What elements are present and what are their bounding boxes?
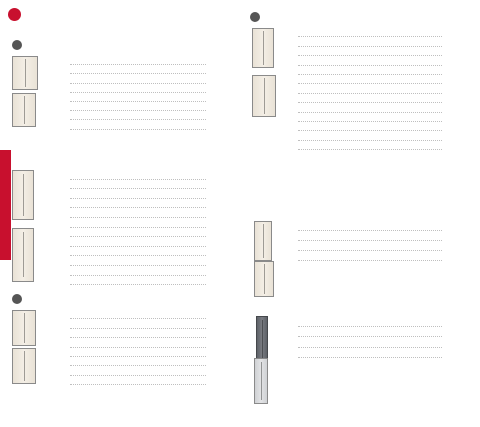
left1-row-divider — [70, 83, 206, 84]
cabinet-image — [12, 348, 36, 384]
cabinet-image — [12, 56, 38, 90]
right1-row-divider — [298, 83, 442, 84]
left3-row-divider — [70, 384, 206, 385]
cabinet-image — [252, 28, 274, 68]
left3-row-divider — [70, 365, 206, 366]
left2-row-divider — [70, 217, 206, 218]
left2-row-divider — [70, 227, 206, 228]
info-badge-icon — [12, 40, 22, 50]
left2-row-divider — [70, 198, 206, 199]
cabinet-image — [256, 316, 268, 364]
left3-row-divider — [70, 337, 206, 338]
left1-section-title — [8, 40, 22, 50]
left1-row-divider — [70, 92, 206, 93]
right2-row-divider — [298, 240, 442, 241]
right1-row-divider — [298, 121, 442, 122]
left1-row-divider — [70, 64, 206, 65]
left1-row-divider — [70, 101, 206, 102]
left2-row-divider — [70, 284, 206, 285]
right1-row-divider — [298, 140, 442, 141]
left2-row-divider — [70, 255, 206, 256]
right1-row-divider — [298, 102, 442, 103]
side-tab — [0, 150, 11, 260]
info-badge-icon — [250, 12, 260, 22]
cabinet-image — [254, 261, 274, 297]
left2-row-divider — [70, 179, 206, 180]
left1-row-divider — [70, 110, 206, 111]
right1-row-divider — [298, 65, 442, 66]
cabinet-image — [252, 75, 276, 117]
left2-row-divider — [70, 188, 206, 189]
cabinet-image — [254, 221, 272, 261]
left3-section-title — [8, 294, 22, 304]
left1-row-divider — [70, 73, 206, 74]
left3-row-divider — [70, 375, 206, 376]
left2-row-divider — [70, 265, 206, 266]
cabinet-image — [254, 358, 268, 404]
cabinet-image — [12, 93, 36, 127]
right1-row-divider — [298, 130, 442, 131]
section-logo-icon — [8, 8, 21, 21]
left3-row-divider — [70, 356, 206, 357]
right3-row-divider — [298, 336, 442, 337]
info-badge-icon — [12, 294, 22, 304]
right3-row-divider — [298, 357, 442, 358]
right1-section-title — [246, 12, 260, 22]
left2-row-divider — [70, 207, 206, 208]
right1-row-divider — [298, 112, 442, 113]
left3-row-divider — [70, 318, 206, 319]
right3-row-divider — [298, 326, 442, 327]
right1-row-divider — [298, 55, 442, 56]
cabinet-image — [12, 310, 36, 346]
left1-row-divider — [70, 119, 206, 120]
right1-row-divider — [298, 36, 442, 37]
right1-row-divider — [298, 149, 442, 150]
left3-row-divider — [70, 347, 206, 348]
left2-row-divider — [70, 275, 206, 276]
right1-row-divider — [298, 74, 442, 75]
right2-row-divider — [298, 230, 442, 231]
right3-row-divider — [298, 347, 442, 348]
right1-row-divider — [298, 46, 442, 47]
left2-row-divider — [70, 236, 206, 237]
right2-row-divider — [298, 260, 442, 261]
left3-row-divider — [70, 328, 206, 329]
side-tab-label — [1, 150, 12, 260]
cabinet-image — [12, 170, 34, 220]
right2-row-divider — [298, 250, 442, 251]
cabinet-image — [12, 228, 34, 282]
left2-row-divider — [70, 246, 206, 247]
right1-row-divider — [298, 93, 442, 94]
left1-row-divider — [70, 129, 206, 130]
